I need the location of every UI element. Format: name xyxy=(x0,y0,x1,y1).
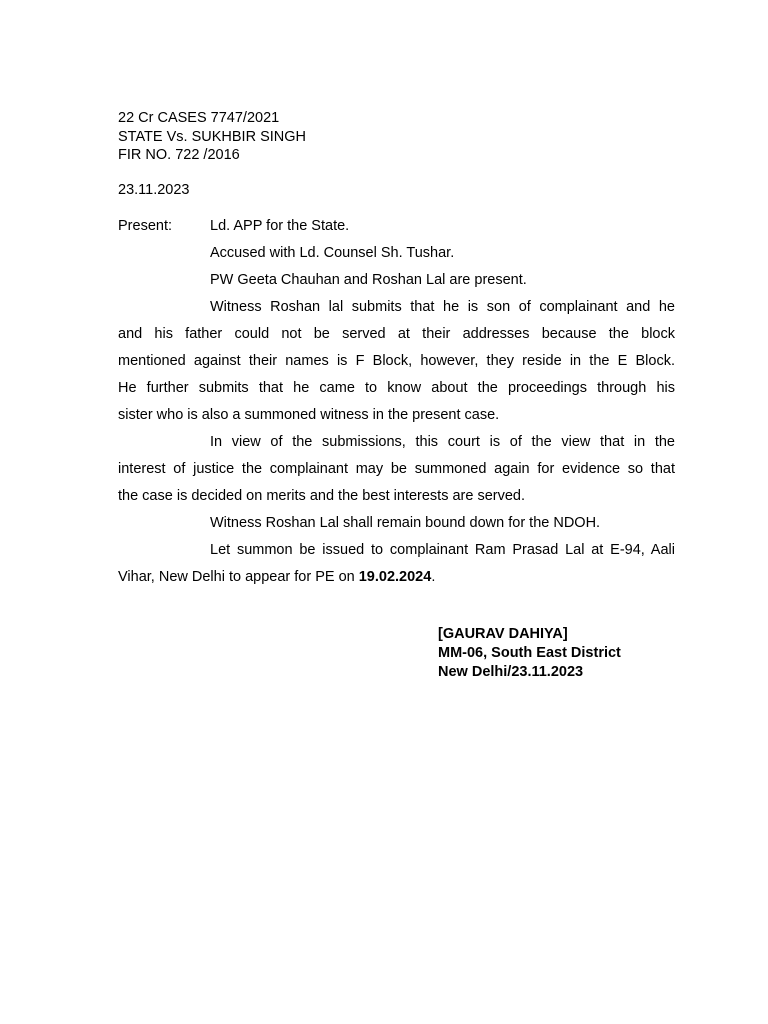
paragraph-view-line: the case is decided on merits and the best interests are served. xyxy=(118,488,526,504)
case-parties: STATE Vs. SUKHBIR SINGH xyxy=(118,128,306,145)
case-header xyxy=(118,109,306,165)
order-date: 23.11.2023 xyxy=(118,182,190,198)
judge-name: [GAURAV DAHIYA] xyxy=(438,626,568,642)
paragraph-witness-line: and his father could not be served at their addresses because the block xyxy=(118,326,675,342)
signature-block xyxy=(438,625,621,682)
summon-text: Vihar, New Delhi to appear for PE on xyxy=(118,569,359,585)
paragraph-view-line: In view of the submissions, this court is of the view that in the xyxy=(210,434,675,450)
paragraph-witness-line: sister who is also a summoned witness in the present case. xyxy=(118,407,500,423)
case-number: 22 Cr CASES 7747/2021 xyxy=(118,110,280,126)
present-line: Ld. APP for the State. xyxy=(210,218,350,234)
present-label: Present: xyxy=(118,218,172,234)
judge-designation: MM-06, South East District xyxy=(438,645,621,661)
paragraph-witness-line: He further submits that he came to know about the proceedings through his xyxy=(118,380,675,396)
present-line: PW Geeta Chauhan and Roshan Lal are present. xyxy=(210,272,527,288)
next-hearing-date: 19.02.2024 xyxy=(358,569,432,585)
paragraph-view-line: interest of justice the complainant may be summoned again for evidence so that xyxy=(118,461,675,477)
present-line: Accused with Ld. Counsel Sh. Tushar. xyxy=(210,245,455,261)
fir-number: FIR NO. 722 /2016 xyxy=(118,147,240,163)
paragraph-witness-line: mentioned against their names is F Block, however, they reside in the E Block. xyxy=(118,353,675,369)
summon-text-end: . xyxy=(431,569,436,585)
paragraph-bound-down: Witness Roshan Lal shall remain bound down for the NDOH. xyxy=(210,515,601,531)
place-date: New Delhi/23.11.2023 xyxy=(438,664,584,680)
paragraph-summon-line xyxy=(118,568,435,586)
paragraph-summon-line: Let summon be issued to complainant Ram Prasad Lal at E-94, Aali xyxy=(210,542,675,558)
paragraph-witness-line: Witness Roshan lal submits that he is son of complainant and he xyxy=(210,299,675,315)
